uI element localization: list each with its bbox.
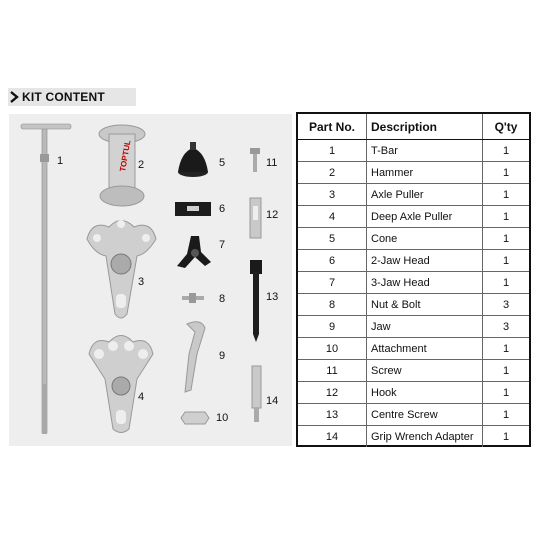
qty-cell: 1 [483, 228, 530, 250]
kit-content-header [8, 88, 136, 106]
table-row [298, 228, 529, 250]
qty-cell: 1 [483, 426, 530, 448]
part-no-cell: 2 [298, 162, 367, 184]
centre-screw-part [250, 260, 262, 342]
part-label-13: 13 [266, 291, 279, 303]
qty-cell: 1 [483, 272, 530, 294]
part-no-cell: 13 [298, 404, 367, 426]
qty-cell: 1 [483, 162, 530, 184]
part-no-cell: 6 [298, 250, 367, 272]
description-cell: 2-Jaw Head [367, 250, 483, 272]
part-no-cell: 7 [298, 272, 367, 294]
part-label-9: 9 [219, 350, 226, 362]
part-label-3: 3 [138, 276, 145, 288]
description-cell: 3-Jaw Head [367, 272, 483, 294]
table-row [298, 404, 529, 426]
nut-bolt-part [182, 293, 204, 303]
table-row [298, 426, 529, 448]
description-cell: Attachment [367, 338, 483, 360]
part-label-8: 8 [219, 293, 226, 305]
parts-photo [9, 114, 292, 446]
qty-cell: 3 [483, 294, 530, 316]
attachment-part [181, 412, 209, 424]
part-label-10: 10 [216, 412, 229, 424]
table-row [298, 294, 529, 316]
qty-cell: 1 [483, 250, 530, 272]
description-cell: Grip Wrench Adapter [367, 426, 483, 448]
part-no-cell: 12 [298, 382, 367, 404]
two-jaw-head-part [175, 202, 211, 216]
description-cell: Cone [367, 228, 483, 250]
table-row [298, 316, 529, 338]
part-label-1: 1 [57, 155, 64, 167]
part-no-cell: 1 [298, 140, 367, 162]
qty-cell: 1 [483, 360, 530, 382]
part-label-4: 4 [138, 391, 145, 403]
grip-wrench-adapter-part [252, 366, 261, 422]
screw-part [250, 148, 260, 172]
part-no-cell: 10 [298, 338, 367, 360]
description-cell: Screw [367, 360, 483, 382]
part-no-cell: 14 [298, 426, 367, 448]
table-row [298, 184, 529, 206]
parts-table [298, 114, 529, 447]
three-jaw-head-part [177, 236, 211, 268]
table-row [298, 360, 529, 382]
table-row [298, 206, 529, 228]
description-cell: Centre Screw [367, 404, 483, 426]
description-cell: Axle Puller [367, 184, 483, 206]
part-no-cell: 9 [298, 316, 367, 338]
part-label-12: 12 [266, 209, 279, 221]
table-row [298, 250, 529, 272]
description-cell: Nut & Bolt [367, 294, 483, 316]
part-label-7: 7 [219, 239, 226, 251]
part-no-cell: 8 [298, 294, 367, 316]
jaw-part [185, 322, 205, 392]
description-cell: Hook [367, 382, 483, 404]
table-row [298, 338, 529, 360]
t-bar-part [21, 124, 71, 434]
part-no-cell: 5 [298, 228, 367, 250]
qty-cell: 1 [483, 338, 530, 360]
description-cell: Jaw [367, 316, 483, 338]
description-cell: Deep Axle Puller [367, 206, 483, 228]
header-title: KIT CONTENT [22, 90, 105, 104]
parts-illustration [9, 114, 292, 446]
parts-table-container [296, 112, 531, 447]
qty-cell: 1 [483, 382, 530, 404]
table-row [298, 382, 529, 404]
part-label-2: 2 [138, 159, 145, 171]
table-row [298, 272, 529, 294]
description-cell: Hammer [367, 162, 483, 184]
axle-puller-part [87, 220, 156, 318]
deep-axle-puller-part [89, 336, 153, 433]
description-cell: T-Bar [367, 140, 483, 162]
chevron-right-icon [8, 88, 22, 106]
part-label-11: 11 [266, 157, 278, 169]
header-part-no: Part No. [298, 114, 367, 140]
part-no-cell: 3 [298, 184, 367, 206]
toptul-logo: TOPTUL [118, 139, 133, 173]
header-qty: Q'ty [483, 114, 530, 140]
qty-cell: 1 [483, 404, 530, 426]
hook-part [250, 198, 261, 238]
part-label-14: 14 [266, 395, 279, 407]
table-header-row [298, 114, 529, 140]
part-label-6: 6 [219, 203, 226, 215]
header-description: Description [367, 114, 483, 140]
table-row [298, 162, 529, 184]
qty-cell: 1 [483, 140, 530, 162]
table-row [298, 140, 529, 162]
qty-cell: 1 [483, 206, 530, 228]
part-no-cell: 11 [298, 360, 367, 382]
part-no-cell: 4 [298, 206, 367, 228]
qty-cell: 3 [483, 316, 530, 338]
part-label-5: 5 [219, 157, 226, 169]
cone-part [178, 142, 208, 177]
qty-cell: 1 [483, 184, 530, 206]
